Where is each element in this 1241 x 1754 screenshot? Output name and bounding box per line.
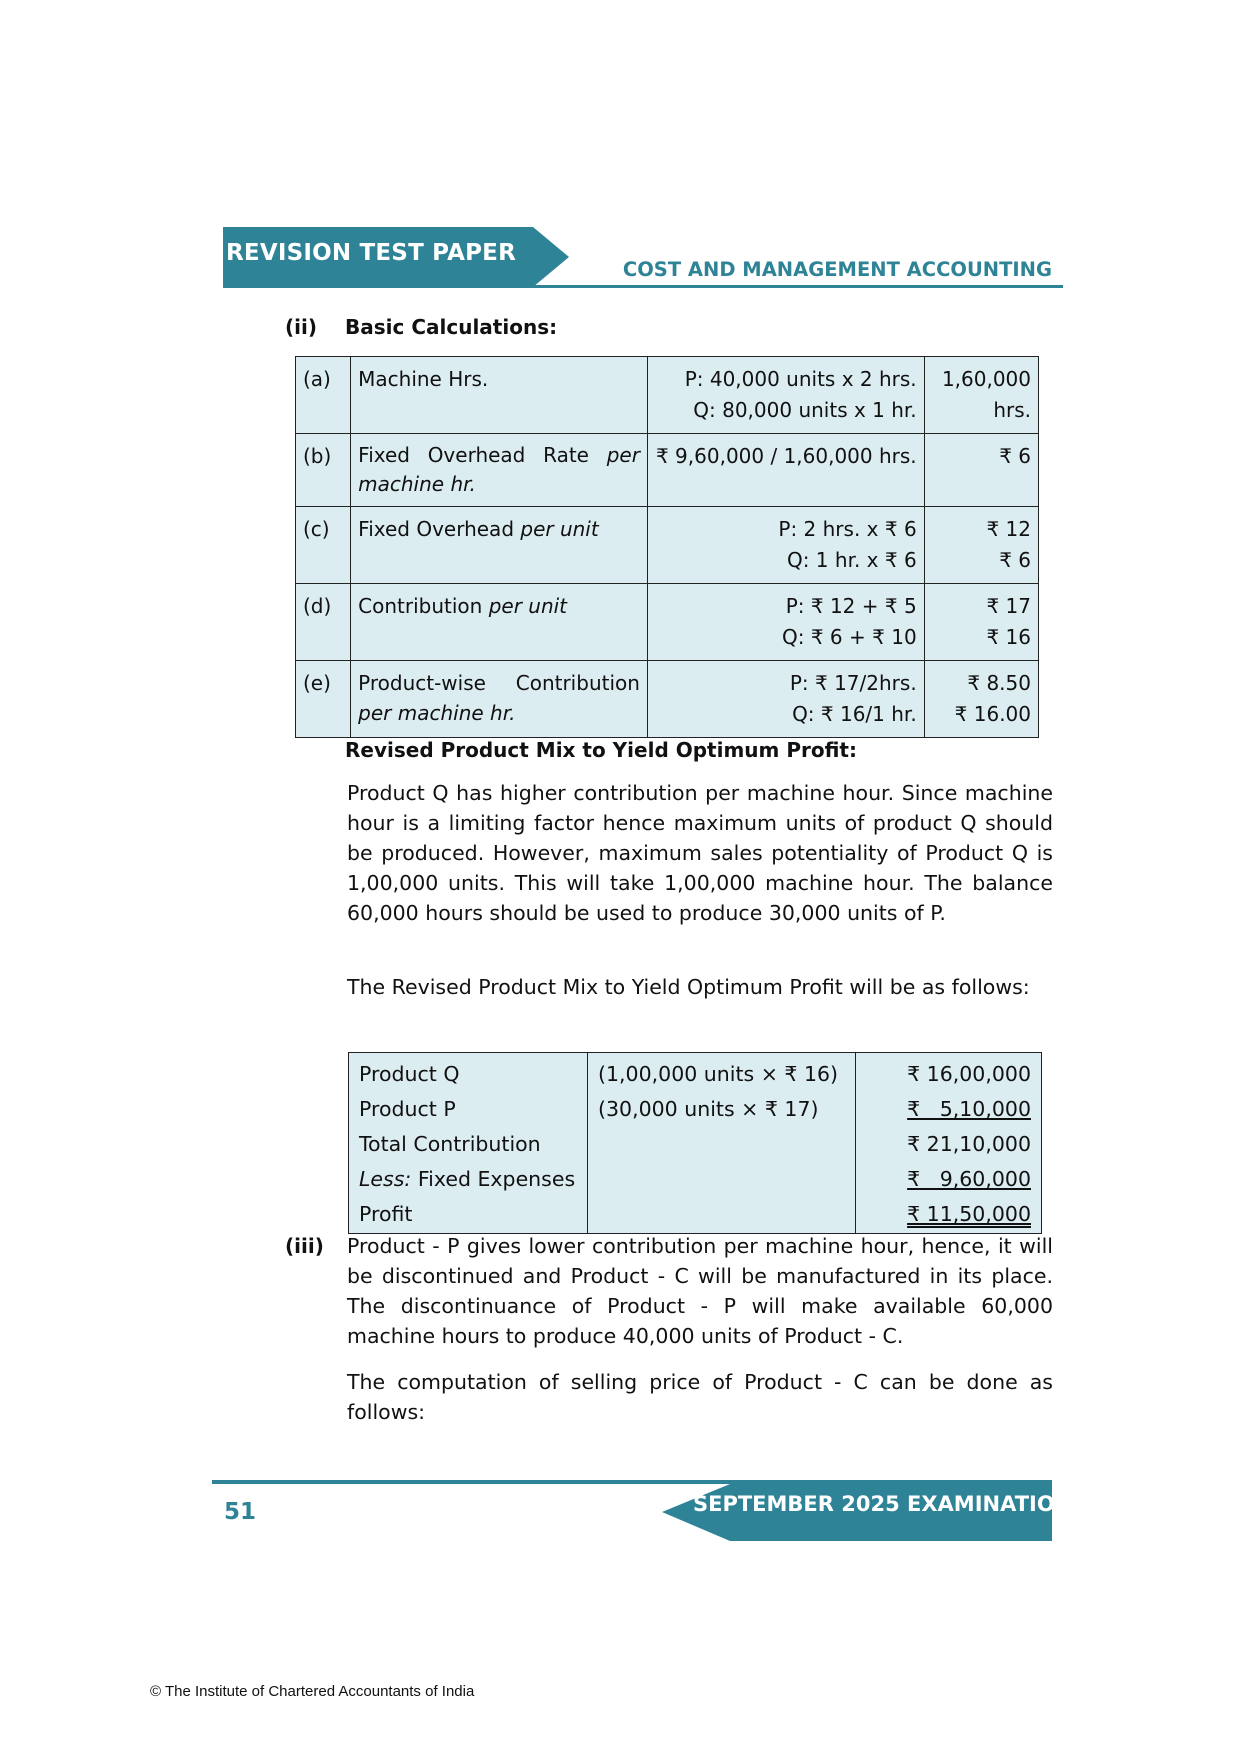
result-line: ₹ 6	[999, 444, 1031, 468]
row-calc	[647, 357, 924, 434]
row-item-italic: per unit	[488, 594, 568, 618]
row-item-text: Fixed Overhead Rate	[358, 443, 589, 467]
revised-paragraph-1: Product Q has higher contribution per machine hour. Since machine hour is a limiting factor hence maximum units of product Q should be produced. However, maximum sales potentiality of Product Q is 1,00,000 units. This will take 1,00,000 machine hour. The balance 60,000 hours should be used to produce 30,000 units of P.	[347, 781, 1053, 925]
row-item	[351, 507, 648, 584]
row-item-text: Product-wise Contribution	[358, 671, 640, 695]
mix-label	[349, 1162, 588, 1197]
row-label: (c)	[296, 507, 351, 584]
mix-amount-text: ₹ 9,60,000	[907, 1167, 1031, 1191]
calc-line: Q: ₹ 6 + ₹ 10	[782, 625, 917, 649]
table-row	[296, 434, 1039, 507]
table-row	[349, 1053, 1042, 1093]
header-arrow-shape	[533, 227, 569, 287]
row-result	[924, 357, 1038, 434]
row-item-italic: per machine hr.	[358, 443, 640, 496]
mix-label-text: Total Contribution	[359, 1132, 541, 1156]
section-iii-paragraph-2: The computation of selling price of Product - C can be done as follows:	[347, 1370, 1053, 1424]
row-item-italic: per unit	[520, 517, 599, 541]
row-item	[351, 584, 648, 661]
row-item	[351, 357, 648, 434]
row-calc	[647, 507, 924, 584]
row-item-italic: per machine hr.	[358, 701, 516, 725]
row-label: (b)	[296, 434, 351, 507]
table-row	[296, 357, 1039, 434]
footer-exam-label: SEPTEMBER 2025 EXAMINATION	[693, 1492, 1073, 1516]
mix-label	[349, 1127, 588, 1162]
mix-label-text: Product P	[359, 1097, 456, 1121]
calc-line: P: 40,000 units x 2 hrs.	[684, 367, 917, 391]
row-calc	[647, 434, 924, 507]
header-title: REVISION TEST PAPER	[226, 240, 516, 266]
row-calc	[647, 584, 924, 661]
row-item	[351, 661, 648, 738]
row-item-text: Machine Hrs.	[358, 367, 489, 391]
result-line: ₹ 16.00	[954, 702, 1031, 726]
mix-amount-text: ₹ 11,50,000	[907, 1202, 1031, 1226]
mix-label-text: Fixed Expenses	[411, 1167, 576, 1191]
result-line: 1,60,000	[941, 367, 1031, 391]
table-row	[296, 507, 1039, 584]
section-iii-paragraph-1: Product - P gives lower contribution per machine hour, hence, it will be discontinued and Product - C will be manufactured in its place. The discontinuance of Product - P will make available 60,000 machine hours to produce 40,000 units of Product - C.	[347, 1234, 1053, 1348]
table-row	[349, 1127, 1042, 1162]
row-calc	[647, 661, 924, 738]
mix-amount-text: ₹ 16,00,000	[907, 1062, 1031, 1086]
basic-calculations-table	[295, 356, 1039, 738]
mix-label-text: Profit	[359, 1202, 413, 1226]
calc-line: Q: 1 hr. x ₹ 6	[786, 548, 917, 572]
mix-calc	[588, 1127, 856, 1162]
result-line: ₹ 12	[986, 517, 1031, 541]
table-row	[349, 1162, 1042, 1197]
header-rule	[223, 285, 1063, 288]
table-row	[349, 1092, 1042, 1127]
result-line: ₹ 8.50	[967, 671, 1031, 695]
header-subject: COST AND MANAGEMENT ACCOUNTING	[622, 258, 1052, 281]
row-label: (d)	[296, 584, 351, 661]
calc-line: P: ₹ 12 + ₹ 5	[785, 594, 917, 618]
section-ii-number: (ii)	[285, 315, 317, 339]
mix-amount	[856, 1127, 1042, 1162]
mix-label-italic: Less:	[359, 1167, 412, 1191]
revised-paragraph-2: The Revised Product Mix to Yield Optimum Profit will be as follows:	[347, 975, 1030, 999]
mix-label	[349, 1197, 588, 1234]
mix-label	[349, 1053, 588, 1093]
row-label: (e)	[296, 661, 351, 738]
calc-line: P: ₹ 17/2hrs.	[789, 671, 917, 695]
table-row	[349, 1197, 1042, 1234]
row-result	[924, 507, 1038, 584]
row-label: (a)	[296, 357, 351, 434]
revised-heading: Revised Product Mix to Yield Optimum Profit:	[345, 738, 857, 762]
section-ii-heading: Basic Calculations:	[345, 315, 558, 339]
mix-amount-text: ₹ 5,10,000	[907, 1097, 1031, 1121]
mix-amount	[856, 1053, 1042, 1093]
product-mix-table	[348, 1052, 1042, 1234]
calc-line: P: 2 hrs. x ₹ 6	[778, 517, 917, 541]
table-row	[296, 661, 1039, 738]
section-iii-number: (iii)	[285, 1234, 324, 1258]
row-result	[924, 661, 1038, 738]
row-item	[351, 434, 648, 507]
mix-label	[349, 1092, 588, 1127]
calc-line: Q: ₹ 16/1 hr.	[792, 702, 917, 726]
row-item-text: Contribution	[358, 594, 483, 618]
mix-label-text: Product Q	[359, 1062, 460, 1086]
mix-calc: (1,00,000 units × ₹ 16)	[588, 1053, 856, 1093]
calc-line: ₹ 9,60,000 / 1,60,000 hrs.	[655, 444, 917, 468]
result-line: ₹ 16	[986, 625, 1031, 649]
mix-amount	[856, 1162, 1042, 1197]
result-line: hrs.	[993, 398, 1031, 422]
mix-amount-text: ₹ 21,10,000	[907, 1132, 1031, 1156]
mix-calc: (30,000 units × ₹ 17)	[588, 1092, 856, 1127]
copyright-notice: © The Institute of Chartered Accountants of India	[150, 1683, 475, 1700]
mix-amount	[856, 1092, 1042, 1127]
calc-line: Q: 80,000 units x 1 hr.	[693, 398, 917, 422]
mix-amount	[856, 1197, 1042, 1234]
result-line: ₹ 17	[986, 594, 1031, 618]
row-result	[924, 434, 1038, 507]
page-number: 51	[224, 1499, 257, 1525]
row-item-text: Fixed Overhead	[358, 517, 515, 541]
row-result	[924, 584, 1038, 661]
result-line: ₹ 6	[999, 548, 1031, 572]
mix-calc	[588, 1162, 856, 1197]
mix-calc	[588, 1197, 856, 1234]
table-row	[296, 584, 1039, 661]
